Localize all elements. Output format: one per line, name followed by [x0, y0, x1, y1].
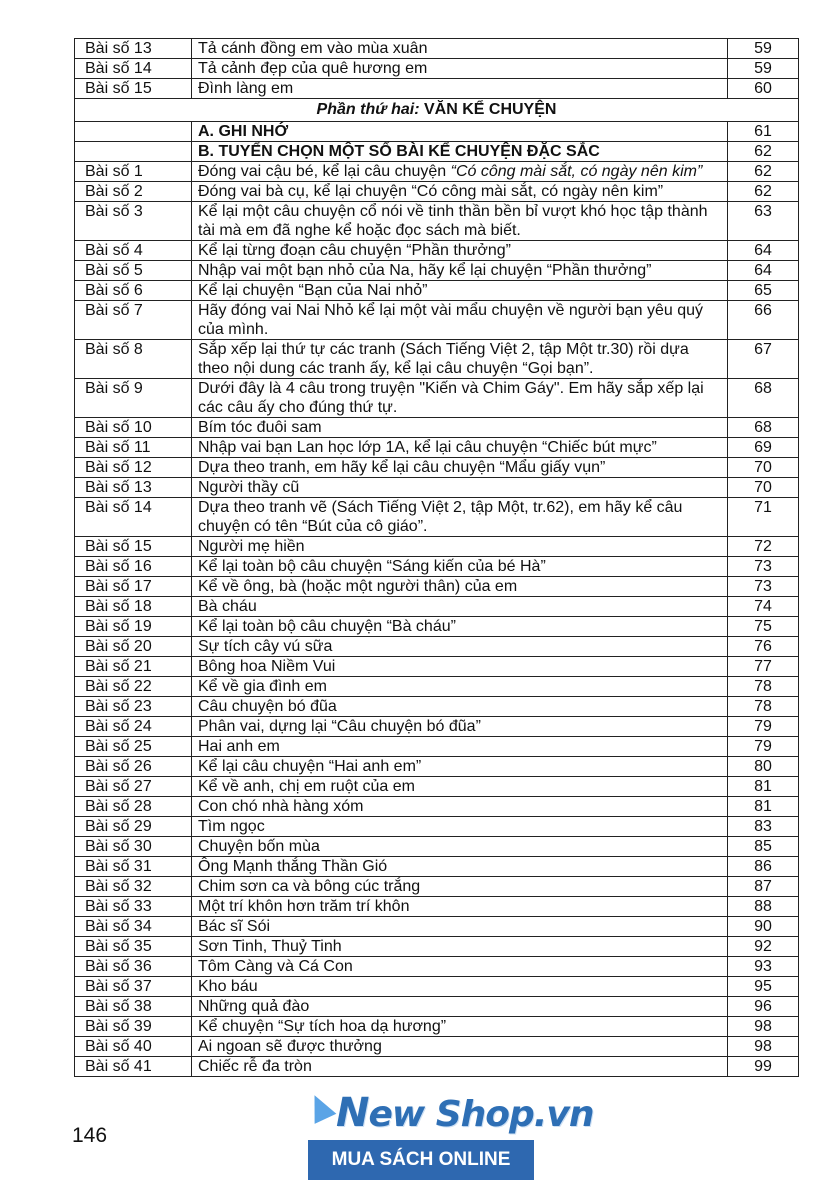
lesson-title: Dưới đây là 4 câu trong truyện "Kiến và Chim Gáy". Em hãy sắp xếp lại các câu ấy cho đúng thứ tự.	[192, 379, 728, 418]
lesson-title: Hai anh em	[192, 737, 728, 757]
lesson-number: Bài số 23	[75, 697, 192, 717]
table-row	[75, 977, 799, 997]
page-ref: 80	[728, 757, 799, 777]
table-row	[75, 379, 799, 418]
page-ref: 66	[728, 301, 799, 340]
lesson-number: Bài số 38	[75, 997, 192, 1017]
lesson-number: Bài số 19	[75, 617, 192, 637]
lesson-title: Kể lại một câu chuyện cổ nói về tinh thần bền bỉ vượt khó học tập thành tài mà em đã nghe kể hoặc đọc sách mà biết.	[192, 202, 728, 241]
lesson-title: Bông hoa Niềm Vui	[192, 657, 728, 677]
table-row	[75, 59, 799, 79]
lesson-number: Bài số 37	[75, 977, 192, 997]
table-row	[75, 261, 799, 281]
table-row	[75, 757, 799, 777]
lesson-number: Bài số 17	[75, 577, 192, 597]
table-row	[75, 557, 799, 577]
page-ref: 95	[728, 977, 799, 997]
lesson-title: Đóng vai cậu bé, kể lại câu chuyện “Có công mài sắt, có ngày nên kim”	[192, 162, 728, 182]
lesson-number: Bài số 11	[75, 438, 192, 458]
table-row	[75, 537, 799, 557]
lesson-number: Bài số 31	[75, 857, 192, 877]
lesson-number: Bài số 7	[75, 301, 192, 340]
table-row	[75, 458, 799, 478]
lesson-number: Bài số 6	[75, 281, 192, 301]
lesson-title: Người thầy cũ	[192, 478, 728, 498]
table-row	[75, 1057, 799, 1077]
table-row	[75, 1037, 799, 1057]
lesson-title: Kể về ông, bà (hoặc một người thân) của em	[192, 577, 728, 597]
table-row	[75, 39, 799, 59]
lesson-title: Kho báu	[192, 977, 728, 997]
page-ref: 96	[728, 997, 799, 1017]
lesson-number: Bài số 27	[75, 777, 192, 797]
table-row	[75, 797, 799, 817]
lesson-title: Chuyện bốn mùa	[192, 837, 728, 857]
lesson-title: Con chó nhà hàng xóm	[192, 797, 728, 817]
lesson-title: Những quả đào	[192, 997, 728, 1017]
lesson-title: Đình làng em	[192, 79, 728, 99]
subsection-row	[75, 142, 799, 162]
page-ref: 86	[728, 857, 799, 877]
lesson-number: Bài số 13	[75, 478, 192, 498]
lesson-number: Bài số 8	[75, 340, 192, 379]
lesson-title: Người mẹ hiền	[192, 537, 728, 557]
page-ref: 74	[728, 597, 799, 617]
section-name: VĂN KỂ CHUYỆN	[423, 101, 557, 118]
table-row	[75, 917, 799, 937]
lesson-number: Bài số 22	[75, 677, 192, 697]
lesson-number: Bài số 2	[75, 182, 192, 202]
section-prefix: Phần thứ hai:	[316, 101, 420, 118]
table-row	[75, 877, 799, 897]
lesson-number: Bài số 41	[75, 1057, 192, 1077]
page-ref: 83	[728, 817, 799, 837]
page-ref: 79	[728, 717, 799, 737]
page-ref: 78	[728, 697, 799, 717]
lesson-number: Bài số 24	[75, 717, 192, 737]
page-ref: 62	[728, 182, 799, 202]
lesson-number: Bài số 10	[75, 418, 192, 438]
page-ref: 70	[728, 478, 799, 498]
lesson-title: Sắp xếp lại thứ tự các tranh (Sách Tiếng Việt 2, tập Một tr.30) rồi dựa theo nội dung các tranh ấy, kể lại câu chuyện “Gọi bạn”.	[192, 340, 728, 379]
lesson-number: Bài số 12	[75, 458, 192, 478]
arrow-icon	[304, 1090, 337, 1124]
lesson-number: Bài số 3	[75, 202, 192, 241]
lesson-number: Bài số 39	[75, 1017, 192, 1037]
page-ref: 69	[728, 438, 799, 458]
page-ref: 98	[728, 1017, 799, 1037]
table-row	[75, 478, 799, 498]
lesson-title: Chim sơn ca và bông cúc trắng	[192, 877, 728, 897]
page-ref: 64	[728, 241, 799, 261]
lesson-title: Hãy đóng vai Nai Nhỏ kể lại một vài mẩu chuyện về người bạn yêu quý của mình.	[192, 301, 728, 340]
lesson-number: Bài số 21	[75, 657, 192, 677]
table-of-contents	[74, 38, 799, 1077]
table-row	[75, 777, 799, 797]
subsection-row	[75, 122, 799, 142]
lesson-title: Kể lại câu chuyện “Hai anh em”	[192, 757, 728, 777]
lesson-title: Ai ngoan sẽ được thưởng	[192, 1037, 728, 1057]
page-ref: 85	[728, 837, 799, 857]
table-row	[75, 817, 799, 837]
page-ref: 62	[728, 162, 799, 182]
lesson-number: Bài số 40	[75, 1037, 192, 1057]
lesson-number: Bài số 29	[75, 817, 192, 837]
lesson-title: Một trí khôn hơn trăm trí khôn	[192, 897, 728, 917]
lesson-title: Đóng vai bà cụ, kể lại chuyện “Có công mài sắt, có ngày nên kim”	[192, 182, 728, 202]
lesson-title: Kể lại từng đoạn câu chuyện “Phần thưởng”	[192, 241, 728, 261]
page-ref: 81	[728, 797, 799, 817]
table-row	[75, 340, 799, 379]
section-title	[75, 99, 799, 122]
lesson-title: Tả cánh đồng em vào mùa xuân	[192, 39, 728, 59]
page-ref: 92	[728, 937, 799, 957]
page-ref: 59	[728, 59, 799, 79]
page-ref: 62	[728, 142, 799, 162]
page-ref: 64	[728, 261, 799, 281]
lesson-title: Câu chuyện bó đũa	[192, 697, 728, 717]
page-ref: 79	[728, 737, 799, 757]
page-ref: 72	[728, 537, 799, 557]
table-row	[75, 241, 799, 261]
table-row	[75, 697, 799, 717]
table-row	[75, 301, 799, 340]
page-ref: 77	[728, 657, 799, 677]
lesson-title: Sơn Tinh, Thuỷ Tinh	[192, 937, 728, 957]
table-row	[75, 997, 799, 1017]
lesson-title: Kể lại chuyện “Bạn của Nai nhỏ”	[192, 281, 728, 301]
lesson-title: Kể lại toàn bộ câu chuyện “Sáng kiến của bé Hà”	[192, 557, 728, 577]
lesson-title: Sự tích cây vú sữa	[192, 637, 728, 657]
page-ref: 99	[728, 1057, 799, 1077]
table-row	[75, 162, 799, 182]
lesson-number: Bài số 1	[75, 162, 192, 182]
lesson-number: Bài số 26	[75, 757, 192, 777]
lesson-number: Bài số 9	[75, 379, 192, 418]
watermark	[308, 1090, 608, 1190]
page-ref: 63	[728, 202, 799, 241]
page-ref: 76	[728, 637, 799, 657]
lesson-title: Tôm Càng và Cá Con	[192, 957, 728, 977]
table-row	[75, 837, 799, 857]
page-ref: 67	[728, 340, 799, 379]
lesson-title: Nhập vai một bạn nhỏ của Na, hãy kể lại chuyện “Phần thưởng”	[192, 261, 728, 281]
lesson-number: Bài số 5	[75, 261, 192, 281]
subsection-title: A. GHI NHỚ	[192, 122, 728, 142]
lesson-number: Bài số 34	[75, 917, 192, 937]
page-ref: 93	[728, 957, 799, 977]
lesson-number: Bài số 15	[75, 537, 192, 557]
lesson-title: Kể lại toàn bộ câu chuyện “Bà cháu”	[192, 617, 728, 637]
lesson-title: Chiếc rễ đa tròn	[192, 1057, 728, 1077]
section-header-row	[75, 99, 799, 122]
lesson-number: Bài số 28	[75, 797, 192, 817]
lesson-title: Bà cháu	[192, 597, 728, 617]
page-number: 146	[72, 1124, 108, 1147]
lesson-number: Bài số 16	[75, 557, 192, 577]
lesson-title: Dựa theo tranh vẽ (Sách Tiếng Việt 2, tập Một, tr.62), em hãy kể câu chuyện có tên “Bút của cô giáo”.	[192, 498, 728, 537]
page-ref: 60	[728, 79, 799, 99]
newshop-logo: New Shop.vn	[308, 1090, 594, 1136]
table-row	[75, 202, 799, 241]
table-row	[75, 617, 799, 637]
table-row	[75, 577, 799, 597]
page-ref: 68	[728, 418, 799, 438]
lesson-title: Kể về anh, chị em ruột của em	[192, 777, 728, 797]
lesson-title: Bím tóc đuôi sam	[192, 418, 728, 438]
table-row	[75, 79, 799, 99]
table-row	[75, 281, 799, 301]
lesson-title: Tìm ngọc	[192, 817, 728, 837]
lesson-number: Bài số 30	[75, 837, 192, 857]
page-ref: 98	[728, 1037, 799, 1057]
lesson-title: Ông Mạnh thắng Thần Gió	[192, 857, 728, 877]
lesson-number: Bài số 32	[75, 877, 192, 897]
lesson-number: Bài số 14	[75, 498, 192, 537]
lesson-title: Tả cảnh đẹp của quê hương em	[192, 59, 728, 79]
table-row	[75, 597, 799, 617]
lesson-title: Nhập vai bạn Lan học lớp 1A, kể lại câu chuyện “Chiếc bút mực”	[192, 438, 728, 458]
table-row	[75, 637, 799, 657]
page-ref: 73	[728, 557, 799, 577]
table-row	[75, 677, 799, 697]
page-ref: 78	[728, 677, 799, 697]
page-ref: 81	[728, 777, 799, 797]
page-ref: 61	[728, 122, 799, 142]
lesson-number: Bài số 13	[75, 39, 192, 59]
table-row	[75, 717, 799, 737]
page-ref: 75	[728, 617, 799, 637]
page-ref: 90	[728, 917, 799, 937]
table-row	[75, 182, 799, 202]
lesson-title: Phân vai, dựng lại “Câu chuyện bó đũa”	[192, 717, 728, 737]
table-row	[75, 937, 799, 957]
page-ref: 68	[728, 379, 799, 418]
page-ref: 88	[728, 897, 799, 917]
page-ref: 59	[728, 39, 799, 59]
table-row	[75, 897, 799, 917]
lesson-number: Bài số 25	[75, 737, 192, 757]
table-row	[75, 418, 799, 438]
page-ref: 87	[728, 877, 799, 897]
page-ref: 73	[728, 577, 799, 597]
subsection-title: B. TUYỂN CHỌN MỘT SỐ BÀI KỂ CHUYỆN ĐẶC SẮC	[192, 142, 728, 162]
table-row	[75, 857, 799, 877]
table-row	[75, 498, 799, 537]
table-row	[75, 438, 799, 458]
lesson-number: Bài số 15	[75, 79, 192, 99]
lesson-number: Bài số 36	[75, 957, 192, 977]
page-ref: 71	[728, 498, 799, 537]
lesson-title: Kể chuyện “Sự tích hoa dạ hương”	[192, 1017, 728, 1037]
page-ref: 70	[728, 458, 799, 478]
page-ref: 65	[728, 281, 799, 301]
lesson-number: Bài số 4	[75, 241, 192, 261]
lesson-number: Bài số 35	[75, 937, 192, 957]
lesson-title: Dựa theo tranh, em hãy kể lại câu chuyện “Mẩu giấy vụn”	[192, 458, 728, 478]
table-row	[75, 657, 799, 677]
lesson-number: Bài số 33	[75, 897, 192, 917]
lesson-number: Bài số 18	[75, 597, 192, 617]
lesson-number: Bài số 14	[75, 59, 192, 79]
lesson-number: Bài số 20	[75, 637, 192, 657]
table-row	[75, 957, 799, 977]
table-row	[75, 1017, 799, 1037]
lesson-title: Bác sĩ Sói	[192, 917, 728, 937]
table-row	[75, 737, 799, 757]
watermark-tagline: MUA SÁCH ONLINE	[308, 1140, 534, 1180]
lesson-title: Kể về gia đình em	[192, 677, 728, 697]
